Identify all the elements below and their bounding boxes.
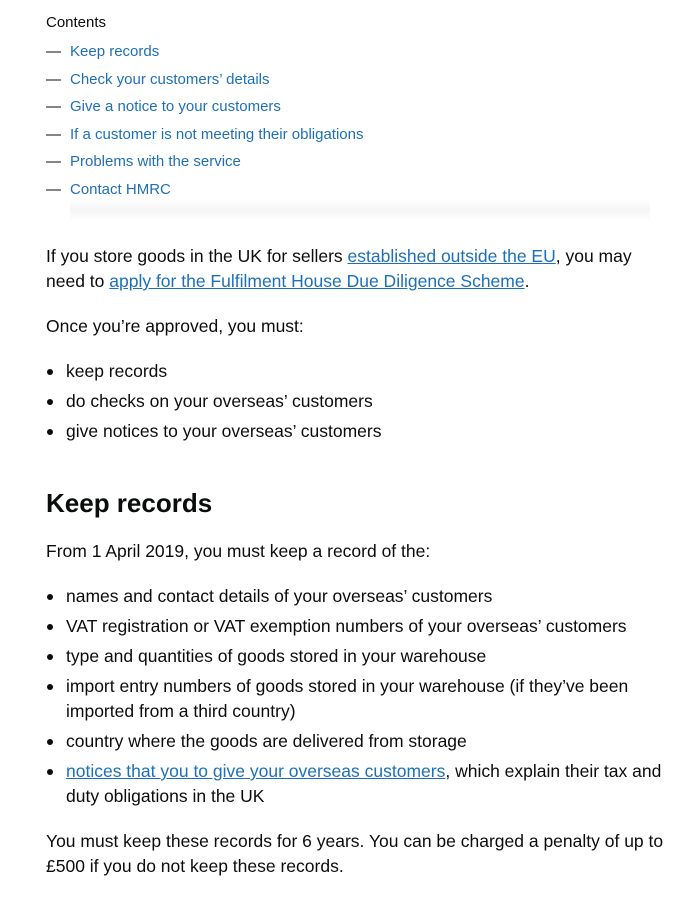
contents-link-check-details[interactable]: Check your customers’ details [70, 70, 270, 88]
list-item: type and quantities of goods stored in your warehouse [46, 644, 671, 669]
contents-list [46, 42, 656, 208]
contents-link-obligations[interactable]: If a customer is not meeting their obligations [70, 125, 364, 143]
contents-item-obligations [46, 125, 656, 153]
list-item: give notices to your overseas’ customers [46, 419, 671, 444]
list-item: VAT registration or VAT exemption numbers of your overseas’ customers [46, 614, 671, 639]
approved-lead: Once you’re approved, you must: [46, 316, 304, 336]
list-item: names and contact details of your overseas’ customers [46, 584, 671, 609]
records-closing-paragraph: You must keep these records for 6 years. You can be charged a penalty of up to £500 if you do not keep these records. [46, 831, 664, 876]
contents-item-keep-records [46, 42, 656, 70]
intro-text-3: . [524, 271, 530, 291]
contents-item-problems [46, 152, 656, 180]
contents-link-contact[interactable]: Contact HMRC [70, 180, 171, 198]
link-established-outside-eu[interactable]: established outside the EU [347, 246, 556, 266]
intro-text-1: If you store goods in the UK for sellers [46, 246, 348, 266]
intro-text-2: , you may need to [46, 246, 632, 291]
list-item: country where the goods are delivered from storage [46, 729, 671, 754]
contents-dash: — [46, 180, 61, 198]
link-apply-fulfilment-scheme[interactable]: apply for the Fulfilment House Due Diligence Scheme [109, 271, 525, 291]
list-item: keep records [46, 359, 671, 384]
list-item-notices [46, 759, 671, 809]
list-item: do checks on your overseas’ customers [46, 389, 671, 414]
contents-link-give-notice[interactable]: Give a notice to your customers [70, 98, 281, 116]
list-item: import entry numbers of goods stored in your warehouse (if they’ve been imported from a third country) [46, 674, 671, 724]
contents-item-check-details [46, 70, 656, 98]
intro-paragraph [46, 244, 671, 294]
contents-dash: — [46, 70, 61, 88]
contents-link-keep-records[interactable]: Keep records [70, 43, 160, 60]
approved-list [46, 359, 671, 449]
contents-item-give-notice [46, 97, 656, 125]
contents-dash: — [46, 153, 61, 171]
contents-title: Contents [46, 14, 107, 31]
link-notices-overseas-customers[interactable]: notices that you to give your overseas customers [66, 761, 446, 781]
keep-records-heading: Keep records [46, 488, 213, 518]
contents-fade-divider [70, 199, 650, 221]
contents-link-problems[interactable]: Problems with the service [70, 153, 241, 171]
contents-dash: — [46, 98, 61, 116]
contents-dash: — [46, 125, 61, 143]
contents-dash: — [46, 43, 61, 60]
keep-records-lead: From 1 April 2019, you must keep a record of the: [46, 541, 431, 561]
notices-item-text: , which explain their tax and duty obligations in the UK [66, 761, 662, 806]
keep-records-list [46, 584, 671, 814]
